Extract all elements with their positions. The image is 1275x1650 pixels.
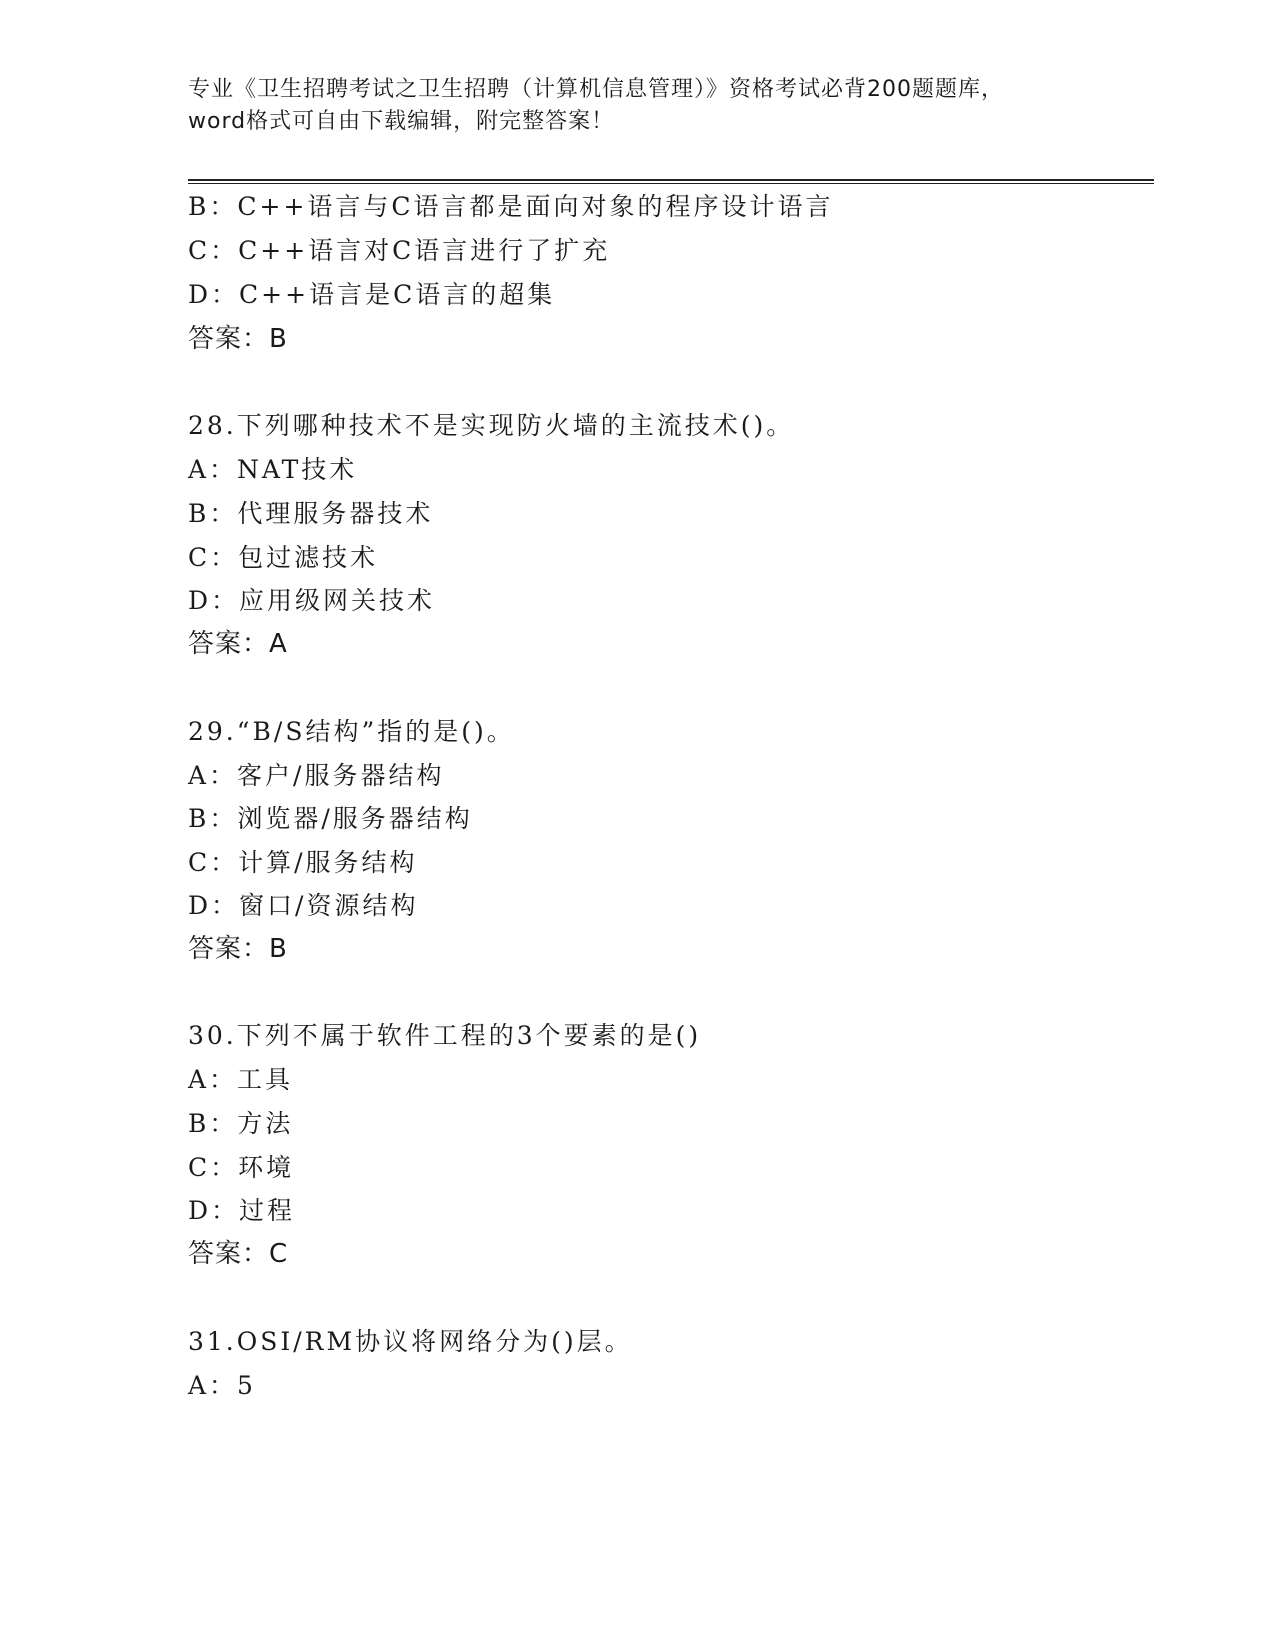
option-line: B：代理服务器技术 [188,499,434,528]
option-line: B：浏览器/服务器结构 [188,804,473,833]
option-line: A：5 [188,1371,256,1400]
option-line: A：NAT技术 [188,455,358,484]
question-line: 28.下列哪种技术不是实现防火墙的主流技术()。 [188,411,795,440]
question-line: 29.“B/S结构”指的是()。 [188,717,515,746]
option-line: D：应用级网关技术 [188,586,436,615]
question-line: 31.OSI/RM协议将网络分为()层。 [188,1327,633,1356]
header-divider [188,179,1154,184]
header-line-1: 专业《卫生招聘考试之卫生招聘（计算机信息管理）》资格考试必背200题题库， [188,77,1004,102]
option-line: D：窗口/资源结构 [188,891,419,920]
option-line: A：客户/服务器结构 [188,761,445,790]
option-line: B：C++语言与C语言都是面向对象的程序设计语言 [188,192,834,221]
option-line: C：环境 [188,1153,295,1182]
option-line: C：包过滤技术 [188,543,379,572]
question-line: 30.下列不属于软件工程的3个要素的是() [188,1021,702,1050]
option-line: D：C++语言是C语言的超集 [188,280,556,309]
option-line: A：工具 [188,1065,294,1094]
header-line-2: word格式可自由下载编辑，附完整答案！ [188,109,615,134]
option-line: C：计算/服务结构 [188,848,418,877]
answer-line: 答案：A [188,629,288,659]
document-header [188,74,1088,138]
answer-line: 答案：C [188,1239,289,1269]
answer-line: 答案：B [188,934,288,964]
answer-line: 答案：B [188,324,288,354]
option-line: B：方法 [188,1109,294,1138]
option-line: D：过程 [188,1196,296,1225]
option-line: C：C++语言对C语言进行了扩充 [188,236,611,265]
